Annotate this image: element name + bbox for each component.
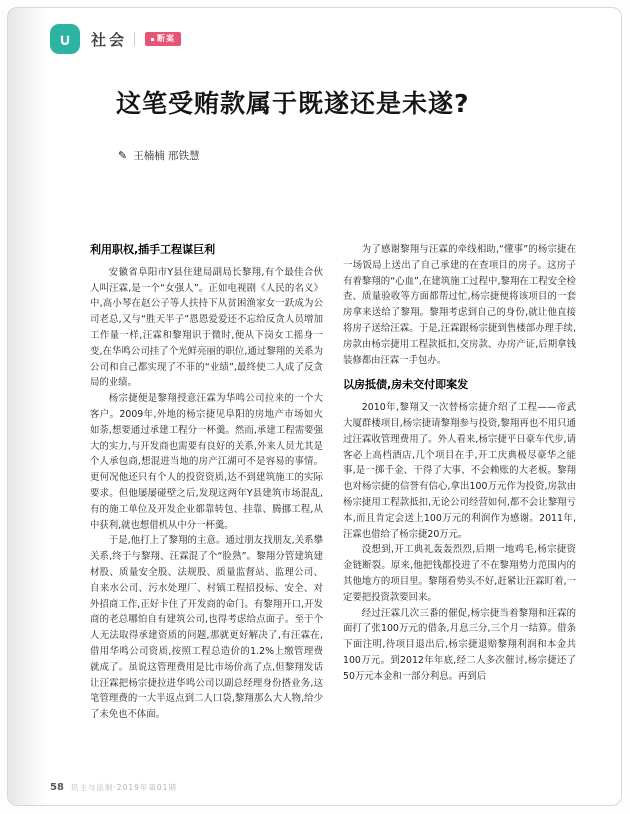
tag-dot-icon: [151, 38, 154, 41]
page-footer: [50, 782, 177, 793]
paragraph: 杨宗捷便是黎翔授意汪霖为华鸣公司拉来的一个大客户。2009年,外地的杨宗捷见阜阳的房地产市场如火如荼,想要通过承建工程分一杯羹。然而,承建工程需要强大的实力,与开发商也需要有良好的关系,外来人员尤其是个人承包商,想混进当地的房产江湖可不是容易的事情。更何况他还只有个人的投资资质,达不到建筑施工的实际要求。但他屡屡碰壁之后,发现这两年Y县建筑市场混乱,有的施工单位及开发企业都靠转包、挂靠、腾挪工程,从中获利,就也想借机从中分一杯羹。: [90, 393, 323, 531]
article-title: 这笔受贿款属于既遂还是未遂?: [116, 89, 470, 118]
paragraph: 经过汪霖几次三番的催促,杨宗捷当着黎翔和汪霖的面打了张100万元的借条,月息三分,三个月一结算。借条下面注明,待项目退出后,杨宗捷退赔黎翔利润和本金共100万元。到2012年年底,经二人多次催讨,杨宗捷还了50万元本金和一部分利息。再到后: [343, 607, 576, 682]
right-column-heading: 以房抵债,房未交付即案发: [343, 378, 469, 392]
tag-label: 断案: [157, 34, 176, 43]
pen-icon: ✎: [118, 149, 128, 162]
logo-glyph: ∪: [58, 29, 72, 49]
page-number: 58: [50, 782, 64, 793]
left-column: [90, 242, 323, 723]
article-body: [90, 242, 576, 723]
section-label: 社会: [91, 30, 128, 49]
paragraph: 2010年,黎翔又一次替杨宗捷介绍了工程——帝武大厦群楼项目,杨宗捷请黎翔参与投资,黎翔再也不用只通过汪霖收管理费用了。外人看来,杨宗捷平日豪车代步,请客必上高档酒店,几个项目在手,开工庆典极尽豪华之能事,是一掷千金、干得了大事、不会赖账的大老板。黎翔也对杨宗捷的信誉有信心,拿出100万元作为投资,房款由杨宗捷用工程款抵扣,无论公司经营如何,都不会让黎翔亏本,而且肯定会送上100万元的利润作为感谢。2011年,汪霖也借给了杨宗捷20万元。: [343, 402, 576, 540]
column-tag-badge: [145, 32, 181, 46]
author-names: 王楠楠 邢铁慧: [133, 150, 200, 162]
magazine-logo-icon: [50, 24, 80, 54]
header-divider: [134, 32, 135, 46]
page-gutter-shadow: [8, 8, 48, 805]
left-column-heading: 利用职权,插手工程谋巨利: [90, 243, 216, 256]
paragraph: 为了感谢黎翔与汪霖的牵线相助,“懂事”的杨宗捷在一场饭局上送出了自己承建的在查项目的房子。这房子有着黎翔的“心血”,在建筑施工过程中,黎翔在工程安全检查、质量验收等方面都帮过忙,杨宗捷便将该项目的一套房拿来送给了黎翔。黎翔考虑到自己的身份,就让他直接将房子送给汪霖。于是,汪霖跟杨宗捷到售楼部办理手续,房款由杨宗捷用工程款抵扣,交房款、办房产证,后期拿钱装修都由汪霖一手包办。: [343, 244, 576, 366]
paragraph: 没想到,开工典礼轰轰烈烈,后期一地鸡毛,杨宗捷资金链断裂。原来,他把钱都投进了不在黎翔势力范围内的其他地方的项目里。黎翔看势头不好,赶紧让汪霖盯着,一定要把投资款要回来。: [343, 544, 576, 603]
paragraph: 安徽省阜阳市Y县住建局副局长黎翔,有个最佳合伙人叫汪霖,是一个“女强人”。正如电视剧《人民的名义》中,高小琴在赵公子等人扶持下从贫困渔家女一跃成为公司老总,又与“胜天半子”恩恩爱爱还不忘给反贪人员增加工作量一样,汪霖和黎翔识于微时,便从下岗女工摇身一变,在华鸣公司挂了个光鲜亮丽的职位,通过黎翔的关系为公司和自己都实现了不菲的“业绩”,最终使二人成了反贪局的业绩。: [90, 266, 323, 389]
magazine-info: 民主与法制·2019年第01期: [70, 783, 177, 792]
byline: [118, 148, 200, 163]
magazine-page: [7, 7, 622, 806]
right-column: [343, 242, 576, 723]
paragraph: 于是,他打上了黎翔的主意。通过朋友找朋友,关系攀关系,终于与黎翔、汪霖混了个“脸熟”。黎翔分管建筑建材股、质量安全股、法规股、质量监督站、监理公司、自来水公司、污水处理厂、村镇工程招投标、安全、对外招商工作,正好卡住了开发商的命门。有黎翔开口,开发商的老总哪怕自有建筑公司,也得考虑给点面子。至于个人无法取得承建资质的问题,那就更好解决了,有汪霖在,借用华鸣公司资质,按照工程总造价的1.2%上缴管理费就成了。虽说这管理费用是比市场价高了点,但黎翔发话让汪霖把杨宗捷拉进华鸣公司以副总经理身份搭业务,这笔管理费的一大半返点到二人口袋,黎翔那么大人物,给少了未免也不体面。: [90, 535, 323, 721]
section-header: [50, 24, 181, 54]
